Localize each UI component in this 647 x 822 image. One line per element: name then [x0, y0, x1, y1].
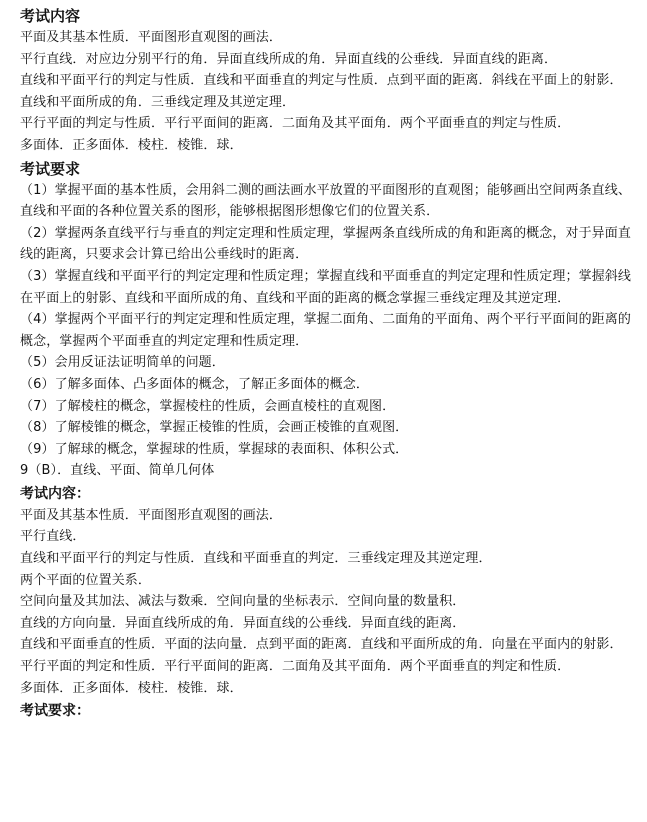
content-line: 两个平面的位置关系． [20, 572, 152, 588]
requirement-item: （3）掌握直线和平面平行的判定定理和性质定理；掌握直线和平面垂直的判定定理和性质定理；掌握斜线在平面上的射影、直线和平面所成的角、直线和平面的距离的概念掌握三垂线定理及其逆定理． [20, 268, 631, 306]
requirement-item: （7）了解棱柱的概念，掌握棱柱的性质，会画直棱柱的直观图． [20, 398, 396, 414]
content-line: 直线和平面平行的判定与性质．直线和平面垂直的判定．三垂线定理及其逆定理． [20, 551, 492, 567]
requirement-item: （1）掌握平面的基本性质，会用斜二测的画法画水平放置的平面图形的直观图；能够画出空间两条直线、直线和平面的各种位置关系的图形，能够根据图形想像它们的位置关系． [20, 182, 631, 220]
requirement-item: （4）掌握两个平面平行的判定定理和性质定理，掌握二面角、二面角的平面角、两个平行平面间的距离的概念，掌握两个平面垂直的判定定理和性质定理． [20, 312, 631, 349]
content-line: 多面体．正多面体．棱柱．棱锥．球． [20, 137, 243, 153]
section-heading-exam-content: 考试内容 [20, 7, 81, 25]
content-line: 直线的方向向量．异面直线所成的角．异面直线的公垂线．异面直线的距离． [20, 615, 466, 631]
content-line: 平行平面的判定和性质．平行平面间的距离．二面角及其平面角．两个平面垂直的判定和性质． [20, 659, 571, 675]
content-line: 平行直线．对应边分别平行的角．异面直线所成的角．异面直线的公垂线．异面直线的距离． [20, 51, 558, 67]
requirement-item: （8）了解棱锥的概念，掌握正棱锥的性质，会画正棱锥的直观图． [20, 420, 409, 436]
content-line: 平行平面的判定与性质．平行平面间的距离．二面角及其平面角．两个平面垂直的判定与性质． [20, 116, 571, 132]
section-heading-exam-requirements: 考试要求 [20, 159, 81, 178]
content-line: 多面体．正多面体．棱柱．棱锥．球． [20, 680, 243, 696]
requirement-item: （9）了解球的概念，掌握球的性质，掌握球的表面积、体积公式． [20, 441, 409, 457]
content-line: 平面及其基本性质．平面图形直观图的画法． [20, 30, 283, 45]
requirement-item: （2）掌握两条直线平行与垂直的判定定理和性质定理，掌握两条直线所成的角和距离的概念，对于异面直线的距离，只要求会计算已给出公垂线时的距离． [20, 225, 631, 263]
content-line: 平面及其基本性质．平面图形直观图的画法． [20, 507, 283, 523]
content-line: 直线和平面垂直的性质．平面的法向量．点到平面的距离．直线和平面所成的角．向量在平面内的射影． [20, 637, 623, 653]
section-heading-exam-content-9b: 考试内容： [20, 485, 90, 502]
content-line: 直线和平面平行的判定与性质．直线和平面垂直的判定与性质．点到平面的距离．斜线在平面上的射影．直线和平面所成的角．三垂线定理及其逆定理． [20, 73, 623, 110]
requirement-item: （6）了解多面体、凸多面体的概念，了解正多面体的概念． [20, 376, 369, 392]
section-title-9b: 9（B）．直线、平面、简单几何体 [20, 463, 215, 479]
content-line: 空间向量及其加法、减法与数乘．空间向量的坐标表示．空间向量的数量积． [20, 594, 466, 610]
requirement-item: （5）会用反证法证明简单的问题． [20, 355, 225, 371]
section-heading-exam-requirements-9b: 考试要求： [20, 703, 90, 720]
content-line: 平行直线． [20, 529, 86, 545]
